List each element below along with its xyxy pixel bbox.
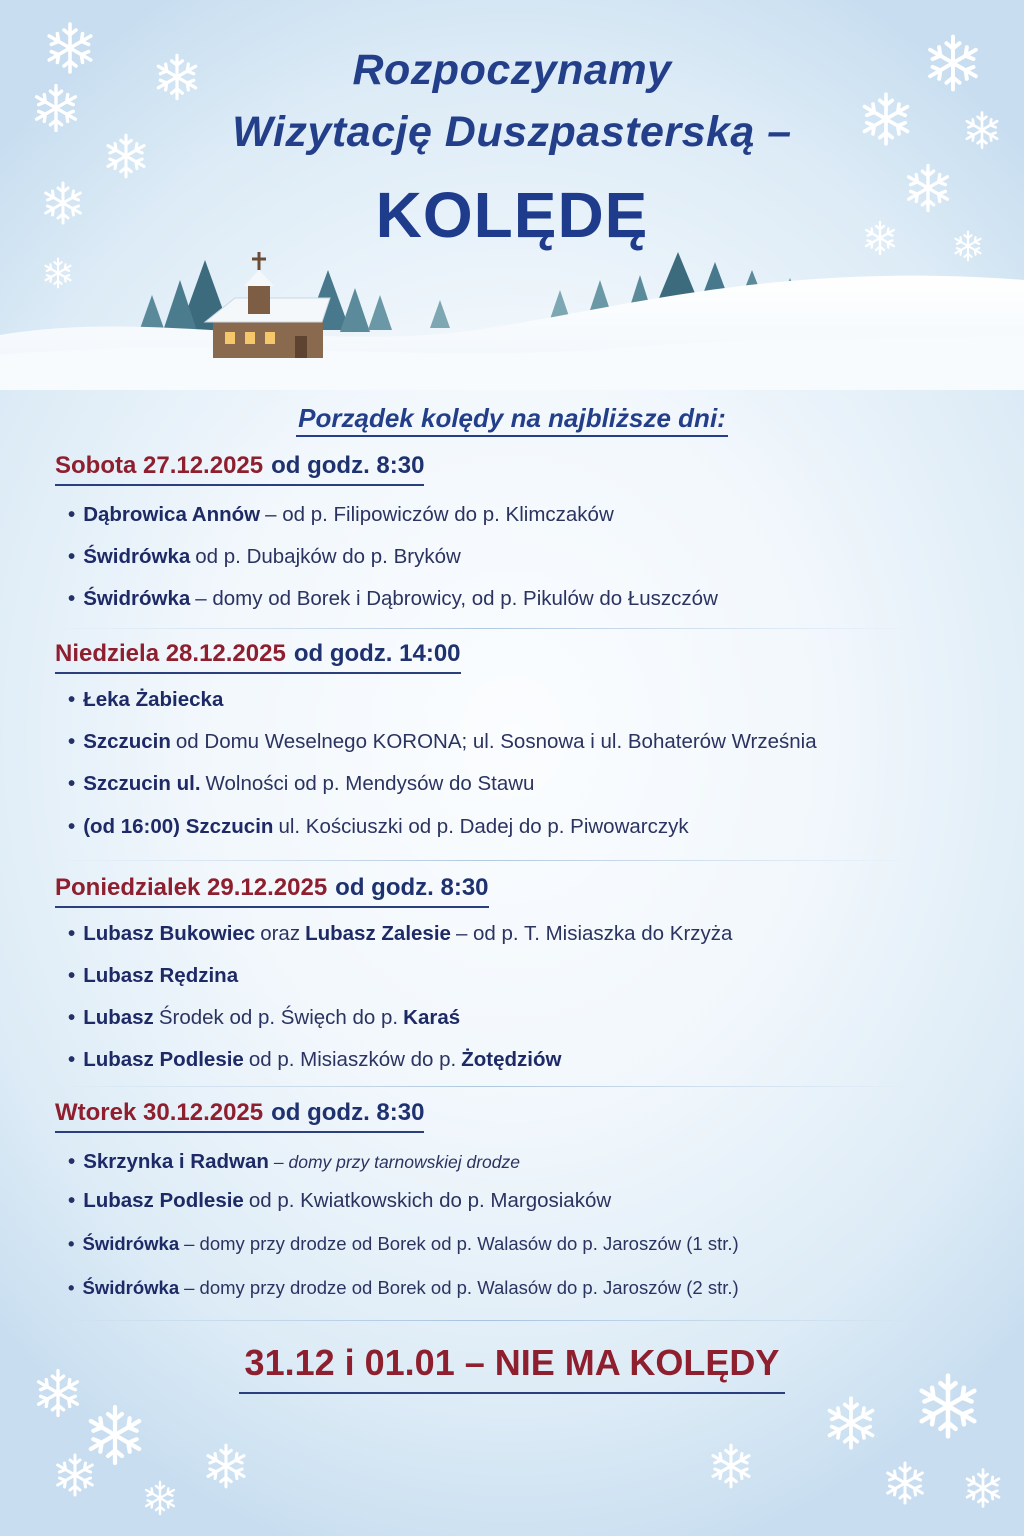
- bullet-icon: •: [68, 964, 76, 987]
- title-line-2: Wizytację Duszpasterską –: [232, 108, 792, 156]
- bullet-icon: •: [68, 503, 76, 526]
- bullet-icon: •: [68, 922, 76, 945]
- list-item: • Szczucin ul. Wolności od p. Mendysów do Stawu: [68, 772, 535, 795]
- day-time: od godz. 8:30: [271, 1099, 425, 1126]
- list-item: • Lubasz Rędzina: [68, 964, 239, 987]
- list-item: • Świdrówka – domy od Borek i Dąbrowicy, od p. Pikulów do Łuszczów: [68, 587, 718, 610]
- list-item: • Skrzynka i Radwan – domy przy tarnowskiej drodze: [68, 1150, 520, 1173]
- list-item: • Świdrówka – domy przy drodze od Borek od p. Walasów do p. Jaroszów (1 str.): [68, 1233, 739, 1254]
- title-line-1: Rozpoczynamy: [352, 46, 672, 94]
- bullet-icon: •: [68, 815, 76, 838]
- day-header: [55, 1099, 424, 1133]
- day-name: Niedziela 28.12.2025: [55, 640, 286, 667]
- snowflake-icon: [880, 1458, 930, 1508]
- bullet-icon: •: [68, 1150, 76, 1173]
- church-icon: [205, 252, 330, 358]
- list-item: • Lubasz Środek od p. Święch do p. Karaś: [68, 1006, 461, 1029]
- day-name: Sobota 27.12.2025: [55, 452, 264, 479]
- snowflake-icon: [705, 1440, 757, 1492]
- snowflake-icon: [140, 1478, 180, 1518]
- list-item: • Szczucin od Domu Weselnego KORONA; ul. Sosnowa i ul. Bohaterów Września: [68, 730, 817, 753]
- bullet-icon: •: [68, 688, 76, 711]
- no-visit-notice: 31.12 i 01.01 – NIE MA KOLĘDY: [0, 1342, 1024, 1394]
- snowflake-icon: [820, 1392, 882, 1454]
- snowflake-icon: [960, 1465, 1006, 1511]
- bullet-icon: •: [68, 545, 76, 568]
- bullet-icon: •: [68, 772, 76, 795]
- bullet-icon: •: [68, 730, 76, 753]
- schedule-subtitle: Porządek kolędy na najbliższe dni:: [0, 403, 1024, 434]
- winter-scene: [0, 240, 1024, 390]
- bullet-icon: •: [68, 1006, 76, 1029]
- bullet-icon: •: [68, 1048, 76, 1071]
- divider: [55, 860, 915, 861]
- snowflake-icon: [50, 1450, 100, 1500]
- title-main: KOLĘDĘ: [375, 179, 649, 251]
- day-header: [55, 640, 461, 674]
- list-item: • Łeka Żabiecka: [68, 688, 224, 711]
- list-item: • (od 16:00) Szczucin ul. Kościuszki od p. Dadej do p. Piwowarczyk: [68, 815, 689, 838]
- bullet-icon: •: [68, 587, 76, 610]
- list-item: • Świdrówka – domy przy drodze od Borek od p. Walasów do p. Jaroszów (2 str.): [68, 1277, 739, 1298]
- day-name: Poniedzialek 29.12.2025: [55, 874, 328, 901]
- list-item: • Lubasz Podlesie od p. Kwiatkowskich do p. Margosiaków: [68, 1189, 612, 1212]
- bullet-icon: •: [68, 1189, 76, 1212]
- list-item: • Świdrówka od p. Dubajków do p. Bryków: [68, 545, 461, 568]
- divider: [55, 1320, 915, 1321]
- bullet-icon: •: [68, 1233, 75, 1254]
- day-time: od godz. 14:00: [293, 640, 461, 667]
- list-item: • Dąbrowica Annów – od p. Filipowiczów do p. Klimczaków: [68, 503, 614, 526]
- list-item: • Lubasz Bukowiec oraz Lubasz Zalesie – od p. T. Misiaszka do Krzyża: [68, 922, 733, 945]
- day-time: od godz. 8:30: [335, 874, 489, 901]
- day-header: [55, 874, 489, 908]
- day-time: od godz. 8:30: [271, 452, 425, 479]
- divider: [55, 1086, 915, 1087]
- bullet-icon: •: [68, 1277, 75, 1298]
- divider: [55, 628, 915, 629]
- list-item: • Lubasz Podlesie od p. Misiaszków do p. Żotędziów: [68, 1048, 562, 1071]
- day-name: Wtorek 30.12.2025: [55, 1099, 264, 1126]
- snowflake-icon: [200, 1440, 252, 1492]
- day-header: [55, 452, 424, 486]
